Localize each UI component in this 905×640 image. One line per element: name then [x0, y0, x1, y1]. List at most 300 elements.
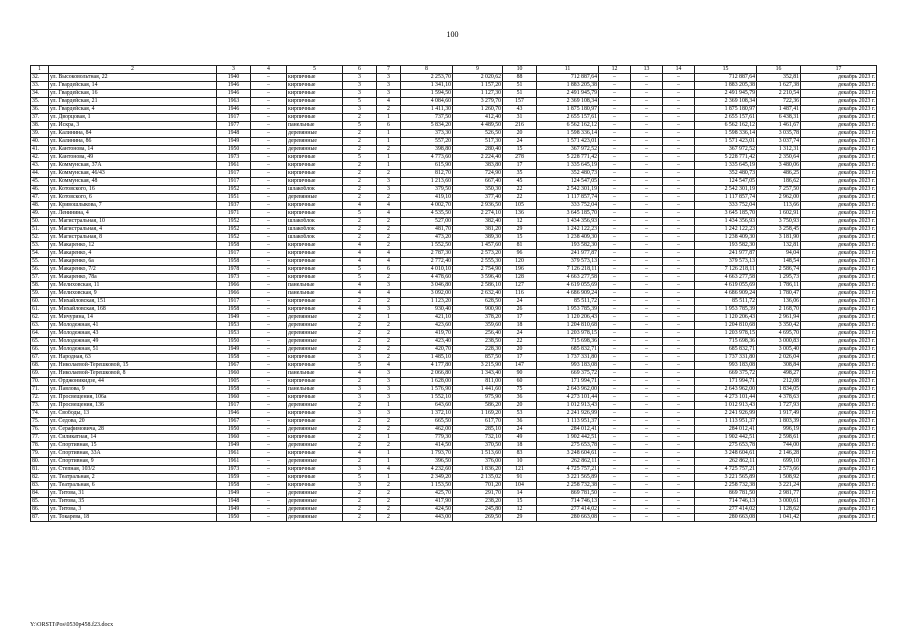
table-cell: 2 655 157,61 [537, 114, 599, 122]
table-cell: декабрь 2023 г. [801, 402, 877, 410]
table-cell: декабрь 2023 г. [801, 130, 877, 138]
table-cell: 75. [31, 418, 49, 426]
table-cell: ул. Ленинина, 4 [49, 210, 217, 218]
table-cell: декабрь 2023 г. [801, 322, 877, 330]
table-cell: ул. Коммунская, 46/43 [49, 170, 217, 178]
table-cell: 1 128,62 [757, 506, 801, 514]
table-cell: 1 883 205,38 [695, 82, 757, 90]
table-cell: 26 [503, 306, 537, 314]
table-row [31, 234, 877, 242]
table-cell: 1 598 336,14 [695, 130, 757, 138]
table-cell: 1 213,60 [401, 178, 453, 186]
table-cell: 2 [377, 242, 401, 250]
table-cell: 389,30 [453, 234, 503, 242]
table-cell: 3 248 604,61 [537, 450, 599, 458]
table-cell: декабрь 2023 г. [801, 98, 877, 106]
table-cell: – [631, 298, 663, 306]
table-cell: 7 257,50 [757, 186, 801, 194]
column-number: 10 [503, 66, 537, 74]
table-cell: – [631, 482, 663, 490]
table-cell: 1 917,49 [757, 410, 801, 418]
table-cell: 1 [377, 162, 401, 170]
table-cell: – [663, 258, 695, 266]
table-cell: 586,20 [453, 402, 503, 410]
table-cell: 10 [503, 458, 537, 466]
table-cell: – [631, 370, 663, 378]
table-cell: 53 [503, 410, 537, 418]
table-cell: декабрь 2023 г. [801, 274, 877, 282]
table-cell: 1 953 785,39 [695, 306, 757, 314]
table-cell: 7 126 218,11 [537, 266, 599, 274]
table-cell: 1 513,60 [453, 450, 503, 458]
table-cell: 17 [503, 354, 537, 362]
table-cell: – [631, 306, 663, 314]
table-cell: декабрь 2023 г. [801, 458, 877, 466]
table-row [31, 138, 877, 146]
table-cell: 1 552,10 [401, 394, 453, 402]
table-cell: 2 655 157,61 [695, 114, 757, 122]
table-cell: 5 [343, 210, 377, 218]
table-row [31, 370, 877, 378]
table-cell: 1 120 206,43 [537, 314, 599, 322]
table-cell: шлакоблок [287, 226, 343, 234]
table-row [31, 338, 877, 346]
table-cell: – [631, 202, 663, 210]
table-cell: – [663, 498, 695, 506]
table-cell: 2 632,40 [453, 290, 503, 298]
table-cell: 5 228 771,42 [537, 154, 599, 162]
table-cell: – [599, 178, 631, 186]
table-cell: – [251, 114, 287, 122]
table-cell: – [663, 98, 695, 106]
table-cell: 643,60 [401, 402, 453, 410]
table-cell: – [663, 330, 695, 338]
table-cell: 132,81 [757, 242, 801, 250]
table-cell: 2 026,04 [757, 354, 801, 362]
table-cell: – [631, 98, 663, 106]
table-cell: – [631, 362, 663, 370]
table-cell: 31 [503, 114, 537, 122]
table-cell: 1917 [217, 170, 251, 178]
table-cell: – [631, 74, 663, 82]
table-cell: 1952 [217, 226, 251, 234]
table-cell: – [663, 226, 695, 234]
table-cell: – [663, 506, 695, 514]
table-cell: – [251, 490, 287, 498]
table-row [31, 274, 877, 282]
table-cell: – [631, 330, 663, 338]
table-cell: – [251, 330, 287, 338]
table-cell: 2 [377, 426, 401, 434]
table-cell: 1 012 913,43 [537, 402, 599, 410]
table-cell: – [251, 394, 287, 402]
table-cell: 1 627,38 [757, 82, 801, 90]
column-number: 13 [631, 66, 663, 74]
table-cell: 308,84 [757, 362, 801, 370]
table-cell: шлакоблок [287, 234, 343, 242]
table-cell: 420,70 [401, 346, 453, 354]
table-cell: 45 [503, 178, 537, 186]
table-cell: 3 [377, 186, 401, 194]
table-cell: – [599, 474, 631, 482]
table-cell: ул. Магистральная, 10 [49, 218, 217, 226]
table-cell: – [631, 498, 663, 506]
table-row [31, 186, 877, 194]
table-cell: 1 628,00 [401, 378, 453, 386]
table-cell: ул. Гвардейская, 16 [49, 90, 217, 98]
table-cell: 732,10 [453, 434, 503, 442]
table-cell: декабрь 2023 г. [801, 506, 877, 514]
table-cell: 869 781,50 [537, 490, 599, 498]
table-cell: – [599, 114, 631, 122]
table-cell: кирпичные [287, 90, 343, 98]
table-cell: декабрь 2023 г. [801, 266, 877, 274]
table-cell: 996,19 [757, 426, 801, 434]
table-cell: ул. Молодежная, 41 [49, 322, 217, 330]
table-cell: 3 [377, 74, 401, 82]
table-cell: 3 480,06 [757, 162, 801, 170]
table-cell: – [631, 218, 663, 226]
table-cell: 669 375,72 [537, 370, 599, 378]
table-cell: – [251, 498, 287, 506]
table-cell: 1952 [217, 218, 251, 226]
table-cell: 4 [377, 258, 401, 266]
table-cell: ул. Макаренко, 6а [49, 258, 217, 266]
table-cell: 1 457,60 [453, 242, 503, 250]
table-cell: – [599, 402, 631, 410]
table-cell: 15 [503, 146, 537, 154]
table-cell: 4 232,60 [401, 466, 453, 474]
table-cell: ул. Театральная, 2 [49, 474, 217, 482]
table-cell: 72. [31, 394, 49, 402]
table-cell: 87. [31, 514, 49, 522]
table-cell: ул. Макаренко, 12 [49, 242, 217, 250]
table-row [31, 498, 877, 506]
table-cell: – [599, 234, 631, 242]
table-cell: 277 414,02 [695, 506, 757, 514]
table-cell: 6 438,31 [757, 114, 801, 122]
table-cell: 2 [377, 170, 401, 178]
table-cell: 74. [31, 410, 49, 418]
table-cell: – [251, 434, 287, 442]
table-cell: – [663, 114, 695, 122]
table-cell: 1 012 913,43 [695, 402, 757, 410]
table-cell: 1940 [217, 74, 251, 82]
table-cell: 714 746,13 [537, 498, 599, 506]
table-cell: шлакоблок [287, 218, 343, 226]
table-cell: 1 552,50 [401, 242, 453, 250]
table-cell: 2 962,00 [757, 194, 801, 202]
table-cell: 69. [31, 370, 49, 378]
column-number: 4 [251, 66, 287, 74]
table-cell: ул. Калинина, 86 [49, 138, 217, 146]
table-cell: 381,20 [453, 226, 503, 234]
column-number: 17 [801, 66, 877, 74]
table-cell: 58. [31, 282, 49, 290]
table-cell: 2 146,28 [757, 450, 801, 458]
table-cell: – [631, 114, 663, 122]
table-cell: – [631, 426, 663, 434]
table-cell: ул. Михайловская, 168 [49, 306, 217, 314]
table-cell: 2 [343, 514, 377, 522]
table-cell: декабрь 2023 г. [801, 218, 877, 226]
table-cell: деревянные [287, 426, 343, 434]
table-cell: – [631, 322, 663, 330]
table-cell: 1950 [217, 514, 251, 522]
table-cell: 4 002,70 [401, 202, 453, 210]
table-cell: ул. Дворцовая, 1 [49, 114, 217, 122]
table-cell: – [599, 386, 631, 394]
table-cell: 3 248 604,61 [695, 450, 757, 458]
table-cell: 4 273 101,44 [537, 394, 599, 402]
table-cell: 2 [343, 506, 377, 514]
table-cell: декабрь 2023 г. [801, 434, 877, 442]
table-cell: 2 241 926,99 [695, 410, 757, 418]
table-cell: – [599, 98, 631, 106]
table-cell: – [663, 410, 695, 418]
table-cell: панельные [287, 282, 343, 290]
table-cell: – [663, 442, 695, 450]
table-cell: 2 [343, 490, 377, 498]
table-cell: 136,06 [757, 298, 801, 306]
table-cell: 186,62 [757, 178, 801, 186]
table-cell: 2 [343, 218, 377, 226]
table-cell: 80. [31, 458, 49, 466]
table-cell: 1 123,20 [401, 298, 453, 306]
table-cell: 2 135,02 [453, 474, 503, 482]
table-cell: 398,80 [401, 146, 453, 154]
document-file-path: Y:\ORSTI\Pos\0530p458.f23.docx [30, 622, 114, 628]
table-cell: – [599, 482, 631, 490]
table-cell: 2 [343, 298, 377, 306]
table-cell: 1 242 122,23 [695, 226, 757, 234]
table-cell: 3 [377, 178, 401, 186]
table-cell: 1 434 356,93 [537, 218, 599, 226]
table-cell: 350,30 [453, 186, 503, 194]
table-cell: – [251, 74, 287, 82]
table-cell: 2 [377, 146, 401, 154]
table-cell: 1 372,10 [401, 410, 453, 418]
table-cell: 1961 [217, 162, 251, 170]
table-cell: – [599, 514, 631, 522]
table-cell: 65. [31, 338, 49, 346]
table-cell: 1961 [217, 458, 251, 466]
table-cell: – [631, 154, 663, 162]
table-cell: – [663, 458, 695, 466]
table-cell: – [663, 426, 695, 434]
table-cell: 779,30 [401, 434, 453, 442]
table-cell: декабрь 2023 г. [801, 282, 877, 290]
table-cell: – [599, 450, 631, 458]
table-cell: 1 836,20 [453, 466, 503, 474]
table-cell: – [599, 130, 631, 138]
table-cell: 70. [31, 378, 49, 386]
table-cell: декабрь 2023 г. [801, 250, 877, 258]
table-cell: 2 [343, 170, 377, 178]
table-cell: 104 [503, 482, 537, 490]
table-row [31, 434, 877, 442]
table-cell: 3 [343, 354, 377, 362]
table-cell: 1 117 857,74 [537, 194, 599, 202]
table-cell: кирпичные [287, 354, 343, 362]
table-cell: декабрь 2023 г. [801, 114, 877, 122]
table-cell: 4 177,80 [401, 362, 453, 370]
table-cell: декабрь 2023 г. [801, 450, 877, 458]
table-cell: – [663, 218, 695, 226]
table-cell: 3 000,61 [757, 498, 801, 506]
table-row [31, 106, 877, 114]
table-cell: – [663, 346, 695, 354]
table-cell: 1949 [217, 138, 251, 146]
table-cell: – [663, 162, 695, 170]
table-cell: кирпичные [287, 362, 343, 370]
table-cell: кирпичные [287, 170, 343, 178]
table-cell: 1 786,11 [757, 282, 801, 290]
table-cell: 2 168,70 [757, 306, 801, 314]
table-cell: 1953 [217, 330, 251, 338]
table-cell: – [599, 290, 631, 298]
table-cell: ул. Павлова, 9 [49, 386, 217, 394]
table-cell: ул. Спортивная, 9 [49, 458, 217, 466]
table-cell: – [631, 122, 663, 130]
table-cell: – [631, 458, 663, 466]
table-cell: 367 972,52 [695, 146, 757, 154]
table-cell: 2 [343, 138, 377, 146]
table-row [31, 298, 877, 306]
table-cell: – [599, 282, 631, 290]
table-cell: панельные [287, 370, 343, 378]
table-cell: 148,54 [757, 258, 801, 266]
table-cell: 412,40 [453, 114, 503, 122]
table-cell: ул. Спортивная, 15 [49, 442, 217, 450]
table-cell: 262 862,11 [537, 458, 599, 466]
table-cell: 280 663,08 [695, 514, 757, 522]
table-row [31, 82, 877, 90]
table-cell: – [663, 354, 695, 362]
table-cell: 128 [503, 274, 537, 282]
table-cell: 1948 [217, 498, 251, 506]
table-cell: декабрь 2023 г. [801, 298, 877, 306]
table-cell: 4 478,60 [401, 274, 453, 282]
table-cell: 421,10 [401, 314, 453, 322]
table-cell: декабрь 2023 г. [801, 418, 877, 426]
table-cell: 62. [31, 314, 49, 322]
table-cell: 1 737 331,80 [537, 354, 599, 362]
table-cell: – [251, 122, 287, 130]
table-cell: 1 117 857,74 [695, 194, 757, 202]
table-cell: деревянные [287, 314, 343, 322]
table-row [31, 394, 877, 402]
table-cell: 32. [31, 74, 49, 82]
table-cell: 4 [343, 282, 377, 290]
table-cell: 85. [31, 498, 49, 506]
table-cell: 669 375,72 [695, 370, 757, 378]
column-number-row [31, 66, 877, 74]
table-cell: кирпичные [287, 266, 343, 274]
table-cell: деревянные [287, 338, 343, 346]
table-cell: панельные [287, 122, 343, 130]
table-cell: 4 489,50 [453, 122, 503, 130]
table-cell: 2 [377, 234, 401, 242]
table-cell: декабрь 2023 г. [801, 258, 877, 266]
table-cell: 71. [31, 386, 49, 394]
table-cell: – [631, 394, 663, 402]
table-cell: 57. [31, 274, 49, 282]
table-cell: – [631, 106, 663, 114]
table-cell: ул. Высоковольтная, 22 [49, 74, 217, 82]
table-row [31, 162, 877, 170]
table-cell: – [663, 74, 695, 82]
table-cell: 812,70 [401, 170, 453, 178]
table-cell: 1 485,10 [401, 354, 453, 362]
table-cell: 1951 [217, 194, 251, 202]
table-cell: – [663, 82, 695, 90]
table-cell: – [631, 234, 663, 242]
table-cell: декабрь 2023 г. [801, 290, 877, 298]
table-cell: 2 [343, 130, 377, 138]
column-number: 15 [695, 66, 757, 74]
table-cell: 1 883 205,38 [537, 82, 599, 90]
table-cell: 4 535,50 [401, 210, 453, 218]
table-cell: деревянные [287, 514, 343, 522]
table-cell: 1 113 951,37 [695, 418, 757, 426]
table-cell: 45. [31, 178, 49, 186]
table-cell: 2 643 962,00 [537, 386, 599, 394]
table-cell: 811,00 [453, 378, 503, 386]
table-cell: кирпичные [287, 466, 343, 474]
table-cell: деревянные [287, 330, 343, 338]
table-cell: 617,70 [453, 418, 503, 426]
table-cell: 2 [343, 426, 377, 434]
table-cell: ул. Мичурина, 14 [49, 314, 217, 322]
table-cell: шлакоблок [287, 186, 343, 194]
table-cell: – [599, 106, 631, 114]
table-row [31, 506, 877, 514]
table-cell: – [251, 362, 287, 370]
table-cell: 1967 [217, 362, 251, 370]
table-cell: декабрь 2023 г. [801, 314, 877, 322]
table-cell: – [251, 210, 287, 218]
table-cell: 414,50 [401, 442, 453, 450]
column-number: 3 [217, 66, 251, 74]
table-cell: – [663, 170, 695, 178]
table-cell: 1946 [217, 410, 251, 418]
table-cell: 1 [377, 458, 401, 466]
table-cell: 4 [343, 450, 377, 458]
table-cell: 2 350,64 [757, 154, 801, 162]
table-cell: – [631, 402, 663, 410]
table-cell: – [599, 442, 631, 450]
table-row [31, 250, 877, 258]
table-cell: 51 [503, 82, 537, 90]
table-cell: – [631, 226, 663, 234]
table-cell: – [631, 450, 663, 458]
table-cell: 83 [503, 450, 537, 458]
table-cell: 975,90 [453, 394, 503, 402]
table-cell: 3 005,40 [757, 346, 801, 354]
table-cell: 1949 [217, 314, 251, 322]
table-cell: 2 [343, 234, 377, 242]
table-cell: 2 [343, 178, 377, 186]
table-cell: 113,66 [757, 202, 801, 210]
table-cell: 1953 [217, 322, 251, 330]
table-cell: 1937 [217, 202, 251, 210]
table-cell: 370,50 [453, 442, 503, 450]
table-cell: 1 204 810,68 [695, 322, 757, 330]
table-cell: 116 [503, 290, 537, 298]
table-cell: 1973 [217, 466, 251, 474]
table-cell: – [599, 154, 631, 162]
